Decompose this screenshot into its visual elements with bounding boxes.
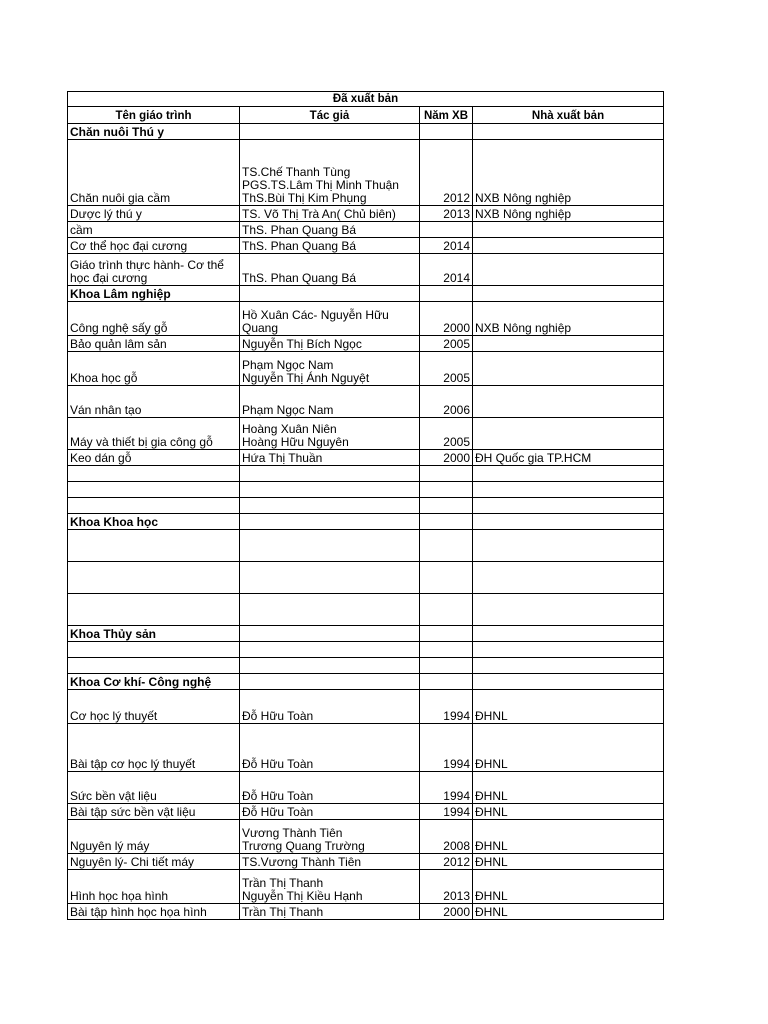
table-row — [68, 450, 664, 466]
cell-year — [420, 642, 473, 658]
table-row — [68, 302, 664, 336]
cell-author — [240, 482, 420, 498]
section-row — [68, 286, 664, 302]
cell-year: 2014 — [420, 254, 473, 286]
table-row — [68, 140, 664, 206]
cell-name — [68, 482, 240, 498]
cell-empty — [473, 286, 664, 302]
table-row — [68, 772, 664, 804]
table-row — [68, 386, 664, 418]
cell-publisher — [473, 466, 664, 482]
cell-name: Cơ học lý thuyết — [68, 690, 240, 724]
cell-empty — [420, 286, 473, 302]
cell-name — [68, 498, 240, 514]
table-row — [68, 690, 664, 724]
cell-author: ThS. Phan Quang Bá — [240, 238, 420, 254]
table-row — [68, 820, 664, 854]
cell-name: Chăn nuôi gia cầm — [68, 140, 240, 206]
cell-author: Hồ Xuân Các- Nguyễn Hữu Quang — [240, 302, 420, 336]
title-row — [68, 92, 664, 107]
cell-empty — [420, 514, 473, 530]
table-row — [68, 418, 664, 450]
cell-year — [420, 594, 473, 626]
cell-name: Nguyên lý- Chi tiết máy — [68, 854, 240, 870]
cell-empty — [420, 674, 473, 690]
cell-year — [420, 498, 473, 514]
cell-name: Dược lý thú y — [68, 206, 240, 222]
cell-name — [68, 642, 240, 658]
table-row — [68, 352, 664, 386]
cell-name: Bài tập sức bền vật liệu — [68, 804, 240, 820]
cell-year: 2014 — [420, 238, 473, 254]
cell-empty — [240, 286, 420, 302]
section-row — [68, 674, 664, 690]
cell-publisher: ĐHNL — [473, 690, 664, 724]
cell-year: 2000 — [420, 450, 473, 466]
cell-publisher — [473, 238, 664, 254]
cell-name — [68, 594, 240, 626]
cell-empty — [420, 124, 473, 140]
cell-author: Phạm Ngọc Nam — [240, 386, 420, 418]
cell-author: Phạm Ngọc Nam Nguyễn Thị Ánh Nguyệt — [240, 352, 420, 386]
cell-year — [420, 222, 473, 238]
cell-year: 1994 — [420, 772, 473, 804]
cell-name: Bài tập hình học họa hình — [68, 904, 240, 920]
header-name: Tên giáo trình — [68, 107, 240, 124]
section-row — [68, 514, 664, 530]
cell-publisher: ĐHNL — [473, 904, 664, 920]
cell-author: Nguyễn Thị Bích Ngọc — [240, 336, 420, 352]
cell-year: 1994 — [420, 690, 473, 724]
cell-empty — [473, 626, 664, 642]
cell-year — [420, 530, 473, 562]
cell-year: 2006 — [420, 386, 473, 418]
cell-author: Hứa Thị Thuần — [240, 450, 420, 466]
section-label: Khoa Thủy sản — [68, 626, 240, 642]
table-row — [68, 222, 664, 238]
cell-year: 2005 — [420, 418, 473, 450]
cell-publisher — [473, 336, 664, 352]
header-author: Tác giả — [240, 107, 420, 124]
cell-empty — [473, 514, 664, 530]
cell-name — [68, 466, 240, 482]
cell-year: 2013 — [420, 870, 473, 904]
cell-publisher: NXB Nông nghiệp — [473, 302, 664, 336]
cell-year: 2008 — [420, 820, 473, 854]
table-body — [68, 92, 664, 920]
table-row — [68, 724, 664, 772]
cell-author — [240, 658, 420, 674]
cell-name: cầm — [68, 222, 240, 238]
cell-publisher: ĐHNL — [473, 870, 664, 904]
cell-name: Máy và thiết bị gia công gỗ — [68, 418, 240, 450]
cell-year: 2005 — [420, 336, 473, 352]
cell-author — [240, 642, 420, 658]
cell-publisher — [473, 482, 664, 498]
cell-author: Trần Thị Thanh Nguyễn Thị Kiều Hạnh — [240, 870, 420, 904]
cell-year: 2005 — [420, 352, 473, 386]
cell-publisher: ĐHNL — [473, 854, 664, 870]
cell-publisher — [473, 386, 664, 418]
section-label: Khoa Cơ khí- Công nghệ — [68, 674, 240, 690]
cell-year — [420, 466, 473, 482]
cell-author: Đỗ Hữu Toàn — [240, 772, 420, 804]
cell-year: 2000 — [420, 302, 473, 336]
cell-empty — [240, 514, 420, 530]
cell-name: Ván nhân tạo — [68, 386, 240, 418]
table-row — [68, 482, 664, 498]
cell-author: ThS. Phan Quang Bá — [240, 254, 420, 286]
cell-author: TS. Võ Thị Trà An( Chủ biên) — [240, 206, 420, 222]
cell-publisher — [473, 562, 664, 594]
cell-year: 2012 — [420, 140, 473, 206]
cell-publisher: NXB Nông nghiệp — [473, 206, 664, 222]
cell-author — [240, 466, 420, 482]
cell-year: 2000 — [420, 904, 473, 920]
header-row — [68, 107, 664, 124]
cell-author: Đỗ Hữu Toàn — [240, 690, 420, 724]
cell-author: TS.Vương Thành Tiên — [240, 854, 420, 870]
table-row — [68, 498, 664, 514]
cell-year: 1994 — [420, 804, 473, 820]
cell-publisher — [473, 418, 664, 450]
cell-name: Bài tập cơ học lý thuyết — [68, 724, 240, 772]
table-row — [68, 804, 664, 820]
cell-publisher: ĐHNL — [473, 804, 664, 820]
cell-publisher — [473, 642, 664, 658]
section-label: Khoa Lâm nghiệp — [68, 286, 240, 302]
table-row — [68, 854, 664, 870]
table-row — [68, 336, 664, 352]
cell-name: Sức bền vật liệu — [68, 772, 240, 804]
cell-publisher — [473, 254, 664, 286]
cell-publisher — [473, 530, 664, 562]
cell-name: Giáo trình thực hành- Cơ thể học đại cương — [68, 254, 240, 286]
cell-publisher: ĐH Quốc gia TP.HCM — [473, 450, 664, 466]
cell-author: TS.Chế Thanh Tùng PGS.TS.Lâm Thị Minh Thuận ThS.Bùi Thị Kim Phụng — [240, 140, 420, 206]
cell-empty — [240, 626, 420, 642]
cell-author: Hoàng Xuân Niên Hoàng Hữu Nguyên — [240, 418, 420, 450]
cell-name — [68, 658, 240, 674]
cell-name: Bảo quản lâm sản — [68, 336, 240, 352]
table-title: Đã xuất bản — [68, 92, 664, 107]
cell-year — [420, 658, 473, 674]
cell-name — [68, 530, 240, 562]
section-label: Chăn nuôi Thú y — [68, 124, 240, 140]
table-row — [68, 562, 664, 594]
cell-empty — [420, 626, 473, 642]
table-row — [68, 904, 664, 920]
section-label: Khoa Khoa học — [68, 514, 240, 530]
cell-name — [68, 562, 240, 594]
cell-author — [240, 530, 420, 562]
publication-table — [67, 91, 664, 920]
cell-author — [240, 594, 420, 626]
cell-empty — [473, 124, 664, 140]
section-row — [68, 124, 664, 140]
table-row — [68, 238, 664, 254]
cell-empty — [473, 674, 664, 690]
cell-publisher: NXB Nông nghiệp — [473, 140, 664, 206]
cell-year — [420, 482, 473, 498]
cell-publisher: ĐHNL — [473, 724, 664, 772]
cell-empty — [240, 674, 420, 690]
cell-author: Đỗ Hữu Toàn — [240, 724, 420, 772]
table-row — [68, 530, 664, 562]
cell-publisher — [473, 498, 664, 514]
cell-author: ThS. Phan Quang Bá — [240, 222, 420, 238]
cell-publisher — [473, 352, 664, 386]
cell-name: Cơ thể học đại cương — [68, 238, 240, 254]
cell-name: Công nghệ sấy gỗ — [68, 302, 240, 336]
cell-year: 1994 — [420, 724, 473, 772]
table-row — [68, 254, 664, 286]
cell-author — [240, 498, 420, 514]
cell-name: Khoa học gỗ — [68, 352, 240, 386]
cell-publisher — [473, 222, 664, 238]
table-row — [68, 466, 664, 482]
cell-author: Vương Thành Tiên Trương Quang Trường — [240, 820, 420, 854]
section-row — [68, 626, 664, 642]
cell-year — [420, 562, 473, 594]
table-row — [68, 594, 664, 626]
table-row — [68, 658, 664, 674]
cell-publisher — [473, 658, 664, 674]
cell-year: 2013 — [420, 206, 473, 222]
cell-publisher — [473, 594, 664, 626]
table-row — [68, 870, 664, 904]
table-row — [68, 642, 664, 658]
cell-year: 2012 — [420, 854, 473, 870]
cell-empty — [240, 124, 420, 140]
cell-author: Trần Thị Thanh — [240, 904, 420, 920]
table-row — [68, 206, 664, 222]
cell-author — [240, 562, 420, 594]
cell-name: Keo dán gỗ — [68, 450, 240, 466]
header-year: Năm XB — [420, 107, 473, 124]
cell-name: Nguyên lý máy — [68, 820, 240, 854]
cell-publisher: ĐHNL — [473, 772, 664, 804]
cell-author: Đỗ Hữu Toàn — [240, 804, 420, 820]
cell-publisher: ĐHNL — [473, 820, 664, 854]
header-publisher: Nhà xuất bản — [473, 107, 664, 124]
cell-name: Hình học họa hình — [68, 870, 240, 904]
